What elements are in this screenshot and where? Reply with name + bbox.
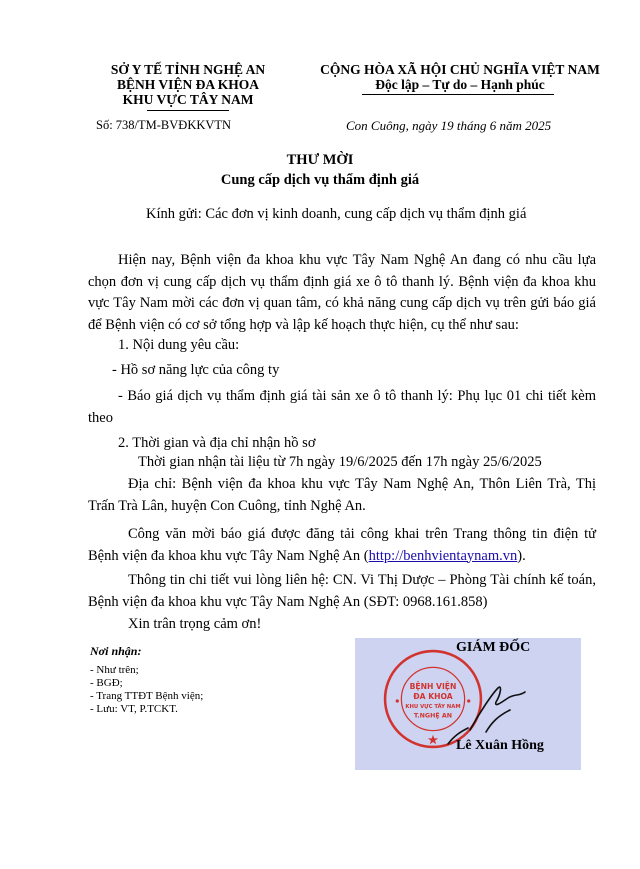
motto: Độc lập – Tự do – Hạnh phúc bbox=[375, 77, 545, 92]
signer-name: Lê Xuân Hồng bbox=[456, 738, 544, 753]
recipients-title: Nơi nhận: bbox=[90, 644, 142, 658]
section-1-item-b: - Báo giá dịch vụ thẩm định giá tài sản xe ô tô thanh lý: Phụ lục 01 chi tiết kèm theo bbox=[88, 388, 596, 426]
receiving-address: Địa chỉ: Bệnh viện đa khoa khu vực Tây Nam Nghệ An, Thôn Liên Trà, Thị Trấn Trà Lân, huyện Con Cuông, tỉnh Nghệ An. bbox=[88, 476, 596, 514]
document-number: Số: 738/TM-BVĐKKVTN bbox=[96, 118, 232, 132]
agency-underline bbox=[147, 110, 229, 111]
list-item: - Trang TTĐT Bệnh viện; bbox=[90, 690, 204, 702]
seal-text-line: BỆNH VIỆN bbox=[409, 681, 457, 691]
list-item: - BGĐ; bbox=[90, 677, 123, 689]
handwritten-signature bbox=[440, 672, 536, 748]
publication-text: Công văn mời báo giá được đăng tải công khai trên Trang thông tin điện tử Bệnh viện đa khoa khu vực Tây Nam Nghệ An ( bbox=[88, 526, 596, 564]
place-and-date: Con Cuông, ngày 19 tháng 6 năm 2025 bbox=[346, 118, 552, 133]
signer-role: GIÁM ĐỐC bbox=[456, 640, 531, 655]
seal-text-line: ĐA KHOA bbox=[413, 692, 453, 701]
document-subject: Cung cấp dịch vụ thẩm định giá bbox=[220, 172, 420, 188]
closing-line: Xin trân trọng cảm ơn! bbox=[128, 616, 262, 632]
seal-text-line: T.NGHỆ AN bbox=[413, 712, 453, 720]
issuing-agency bbox=[88, 62, 288, 107]
national-motto bbox=[296, 62, 624, 92]
publication-paragraph bbox=[88, 524, 596, 567]
publication-text-end: ). bbox=[517, 547, 526, 564]
recipients-list bbox=[90, 664, 203, 716]
section-2-heading: 2. Thời gian và địa chỉ nhận hồ sơ bbox=[118, 435, 316, 451]
agency-line-1: SỞ Y TẾ TỈNH NGHỆ AN bbox=[110, 62, 266, 77]
receiving-time: Thời gian nhận tài liệu từ 7h ngày 19/6/2025 đến 17h ngày 25/6/2025 bbox=[138, 454, 542, 470]
section-1-heading: 1. Nội dung yêu cầu: bbox=[118, 337, 240, 353]
document-title: THƯ MỜI bbox=[286, 152, 354, 168]
agency-line-3: KHU VỰC TÂY NAM bbox=[122, 92, 254, 107]
contact-paragraph: Thông tin chi tiết vui lòng liên hệ: CN. Vi Thị Dược – Phòng Tài chính kế toán, Bệnh viện đa khoa khu vực Tây Nam Nghệ An (SĐT: 0968.161.858) bbox=[88, 572, 596, 610]
section-1-item-a: - Hồ sơ năng lực của công ty bbox=[112, 362, 280, 378]
list-item: - Lưu: VT, P.TCKT. bbox=[90, 703, 178, 715]
motto-underline bbox=[362, 94, 554, 95]
list-item: - Như trên; bbox=[90, 664, 139, 676]
website-link[interactable]: http://benhvientaynam.vn bbox=[368, 547, 518, 564]
country-name: CỘNG HÒA XÃ HỘI CHỦ NGHĨA VIỆT NAM bbox=[320, 62, 600, 77]
recipient-line: Kính gửi: Các đơn vị kinh doanh, cung cấp dịch vụ thẩm định giá bbox=[146, 206, 527, 222]
seal-text-line: KHU VỰC TÂY NAM bbox=[405, 704, 461, 711]
agency-line-2: BỆNH VIỆN ĐA KHOA bbox=[117, 77, 259, 92]
intro-paragraph: Hiện nay, Bệnh viện đa khoa khu vực Tây Nam Nghệ An đang có nhu cầu lựa chọn đơn vị cung cấp dịch vụ thẩm định giá xe ô tô thanh lý. Bệnh viện đa khoa khu vực Tây Nam mời các đơn vị quan tâm, có khả năng cung cấp dịch vụ trên gửi báo giá để Bệnh viện có cơ sở tổng hợp và lập kế hoạch thực hiện, cụ thể như sau: bbox=[88, 252, 596, 333]
